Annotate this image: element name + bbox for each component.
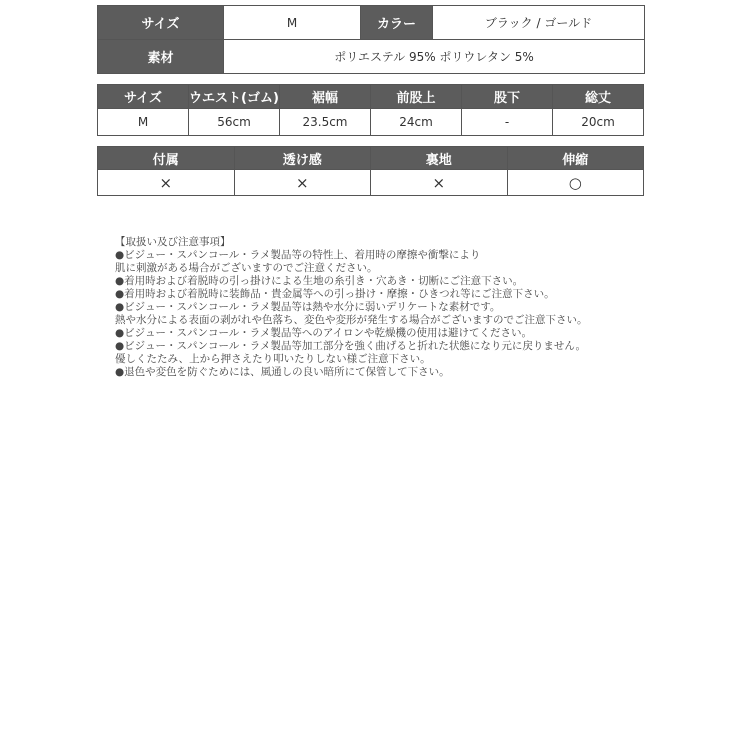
header-inseam: 股下	[462, 85, 553, 109]
value-inseam: -	[462, 109, 553, 136]
lining-value: ×	[432, 173, 446, 192]
header-stretch: 伸縮	[507, 147, 644, 170]
care-note-line: 熱や水分による表面の剥がれや色落ち、変色や変形が発生する場合がございますのでご注意下さい。	[115, 314, 588, 326]
header-hem-width: 裾幅	[280, 85, 371, 109]
sheerness-value: ×	[295, 173, 309, 192]
care-note-line: ●ビジュー・スパンコール・ラメ製品等へのアイロンや乾燥機の使用は避けてください。	[115, 327, 532, 339]
color-value: ブラック / ゴールド	[433, 6, 645, 40]
header-total-length: 総丈	[553, 85, 644, 109]
care-note-line: ●着用時および着脱時の引っ掛けによる生地の糸引き・穴あき・切断にご注意下さい。	[115, 275, 524, 287]
header-size: サイズ	[98, 85, 189, 109]
material-row	[98, 40, 645, 74]
header-lining: 裏地	[371, 147, 508, 170]
measurements-value-row	[98, 109, 644, 136]
size-value: M	[224, 6, 361, 40]
size-label: サイズ	[98, 6, 224, 40]
value-size: M	[98, 109, 189, 136]
care-note-line: 肌に刺激がある場合がございますのでご注意ください。	[115, 262, 378, 274]
care-note-line: ●着用時および着脱時に装飾品・貴金属等への引っ掛け・摩擦・ひきつれ等にご注意下さい。	[115, 288, 555, 300]
stretch-value: ○	[568, 173, 582, 192]
value-hem-width: 23.5cm	[280, 109, 371, 136]
measurements-header-row	[98, 85, 644, 109]
basic-info-table	[97, 5, 645, 74]
value-front-rise: 24cm	[371, 109, 462, 136]
header-sheerness: 透け感	[234, 147, 371, 170]
care-note-line: ●退色や変色を防ぐためには、風通しの良い暗所にて保管して下さい。	[115, 366, 450, 378]
care-note-line: 優しくたたみ、上から押さえたり叩いたりしない様ご注意下さい。	[115, 353, 431, 365]
care-note-line: ●ビジュー・スパンコール・ラメ製品等の特性上、着用時の摩擦や衝撃により	[115, 249, 481, 261]
value-total-length: 20cm	[553, 109, 644, 136]
care-notes-heading: 【取扱い及び注意事項】	[115, 236, 231, 248]
accessories-value: ×	[159, 173, 173, 192]
size-color-row	[98, 6, 645, 40]
features-table	[97, 146, 644, 196]
care-note-line: ●ビジュー・スパンコール・ラメ製品等加工部分を強く曲げると折れた状態になり元に戻りません。	[115, 340, 587, 352]
header-front-rise: 前股上	[371, 85, 462, 109]
material-label: 素材	[98, 40, 224, 74]
care-note-line: ●ビジュー・スパンコール・ラメ製品等は熱や水分に弱いデリケートな素材です。	[115, 301, 501, 313]
features-value-row	[98, 170, 644, 196]
features-header-row	[98, 147, 644, 170]
header-accessories: 付属	[98, 147, 235, 170]
material-value: ポリエステル 95% ポリウレタン 5%	[224, 40, 645, 74]
color-label: カラー	[361, 6, 433, 40]
header-waist: ウエスト(ゴム)	[189, 85, 280, 109]
measurements-table	[97, 84, 644, 136]
care-notes	[115, 236, 715, 379]
value-waist: 56cm	[189, 109, 280, 136]
